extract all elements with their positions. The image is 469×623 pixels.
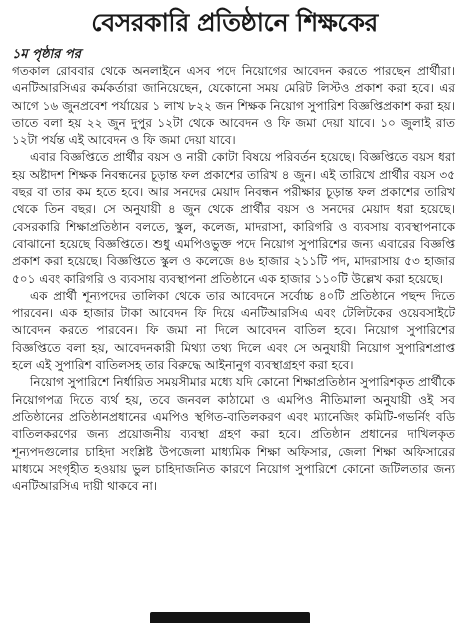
continued-from-label: ১ম পৃষ্ঠার পর [12,47,81,62]
article-body [0,63,469,495]
article-paragraph: এক প্রার্থী শূন্যপদের তালিকা থেকে তার আবেদনে সর্বোচ্চ ৪০টি প্রতিষ্ঠানে পছন্দ দিতে পারবেন। এক হাজার টাকা আবেদন ফি দিয়ে এনটিআরসিএ এবং টেলিটকের ওয়েবসাইটে আবেদন করতে পারবেন। ফি জমা না দিলে আবেদন বাতিল হবে। নিয়োগ সুপারিশের বিজ্ঞপ্তিতে বলা হয়, আবেদনকারী মিথ্যা তথ্য দিলে এবং সে অনুযায়ী নিয়োগ সুপারিশপ্রাপ্ত হলে এই সুপারিশ বাতিলসহ তার বিরুদ্ধে আইনানুগ ব্যবস্থাগ্রহণ করা হবে। [12,288,455,373]
article-paragraph: নিয়োগ সুপারিশে নির্ধারিত সময়সীমার মধ্যে যদি কোনো শিক্ষাপ্রতিষ্ঠান সুপারিশকৃত প্রার্থীকে নিয়োগপত্র দিতে ব্যর্থ হয়, তবে জনবল কাঠামো ও এমপিও নীতিমালা অনুযায়ী ওই সব প্রতিষ্ঠানের প্রতিষ্ঠানপ্রধানের এমপিও স্থগিত-বাতিলকরণ এবং ম্যানেজিং কমিটি-গভর্নিং বডি বাতিলকরণের জন্য প্রয়োজনীয় ব্যবস্থা গ্রহণ করা হবে। প্রতিষ্ঠান প্রধানের দাখিলকৃত শূন্যপদগুলোর চাহিদা সংশ্লিষ্ট উপজেলা মাধ্যমিক শিক্ষা অফিসার, জেলা শিক্ষা অফিসারের মাধ্যমে সংগৃহীত হওয়ায় ভুল চাহিদাজনিত কারণে নিয়োগ সুপারিশে কোনো জটিলতার জন্য এনটিআরসিএ দায়ী থাকবে না। [12,375,455,494]
headline: বেসরকারি প্রতিষ্ঠানে শিক্ষকের [91,8,378,37]
article-paragraph: এবার বিজ্ঞপ্তিতে প্রার্থীর বয়স ও নারী কোটা বিষয়ে পরিবর্তন হয়েছে। বিজ্ঞপ্তিতে বয়স ধরা হয় অষ্টাদশ শিক্ষক নিবন্ধনের চূড়ান্ত ফল প্রকাশের তারিখ ৪ জুন। এই তারিখে প্রার্থীর বয়স ৩৫ বছর বা তার কম হতে হবে। আর সনদের মেয়াদ নিবন্ধন পরীক্ষার চূড়ান্ত ফল প্রকাশের তারিখ থেকে তিন বছর। সে অনুযায়ী ৪ জুন থেকে প্রার্থীর বয়স ও সনদের মেয়াদ ধরা হয়েছে। বেসরকারি শিক্ষাপ্রতিষ্ঠান বলতে, স্কুল, কলেজ, মাদরাসা, কারিগরি ও ব্যবসায় ব্যবস্থাপনাকে বোঝানো হয়েছে বিজ্ঞপ্তিতে। শুধু এমপিওভুক্ত পদে নিয়োগ সুপারিশের জন্য এবারের বিজ্ঞপ্তি প্রকাশ করা হয়েছে। বিজ্ঞপ্তিতে স্কুল ও কলেজে ৪৬ হাজার ২১১টি পদ, মাদরাসায় ৫৩ হাজার ৫০১ এবং কারিগরি ও ব্যবসায় ব্যবস্থাপনা প্রতিষ্ঠানে এক হাজার ১১০টি উল্লেখ করা হয়েছে। [12,150,455,286]
article-paragraph: গতকাল রোববার থেকে অনলাইনে এসব পদে নিয়োগের আবেদন করতে পারছেন প্রার্থীরা। এনটিআরসিএর কর্মকর্তারা জানিয়েছেন, যেকোনো সময় মেরিট লিস্টও প্রকাশ করা হবে। এর আগে ১৬ জুনপ্রবেশ পর্যায়ের ১ লাখ ৮২২ জন শিক্ষক নিয়োগ সুপারিশ বিজ্ঞপ্তিপ্রকাশ করা হয়। তাতে বলা হয় ২২ জুন দুপুর ১২টা থেকে আবেদন ও ফি জমা দেয়া যাবে। ১০ জুলাই রাত ১২টা পর্যন্ত এই আবেদন ও ফি জমা দেয়া যাবে। [12,64,455,148]
cropped-next-headline [150,612,310,623]
